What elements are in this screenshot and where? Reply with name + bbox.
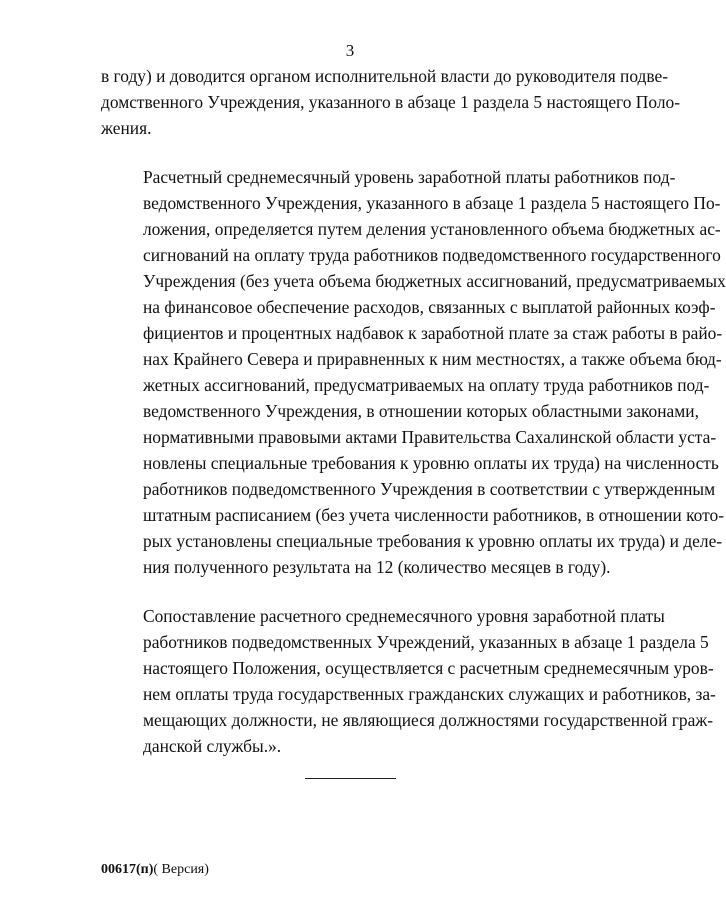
text-line: нем оплаты труда государственных гражданских служащих и работников, за- (143, 684, 716, 704)
text-line: фициентов и процентных надбавок к заработной плате за стаж работы в райо- (143, 323, 723, 343)
document-code: 00617(п) (101, 862, 154, 877)
text-line: домственного Учреждения, указанного в абзаце 1 раздела 5 настоящего Поло- (101, 92, 680, 112)
text-line: работников подведомственных Учреждений, указанных в абзаце 1 раздела 5 (143, 632, 709, 652)
paragraph-1 (101, 63, 680, 141)
text-line: Учреждения (без учета объема бюджетных ассигнований, предусматриваемых (143, 271, 726, 291)
text-line: жетных ассигнований, предусматриваемых на оплату труда работников под- (143, 375, 710, 395)
text-line: нах Крайнего Севера и приравненных к ним местностях, а также объема бюд- (143, 349, 722, 369)
text-line: штатным расписанием (без учета численности работников, в отношении кото- (143, 505, 724, 525)
text-line: нормативными правовыми актами Правительства Сахалинской области уста- (143, 427, 717, 447)
text-line: Расчетный среднемесячный уровень заработной платы работников под- (143, 167, 676, 187)
text-line: работников подведомственного Учреждения в соответствии с утвержденным (143, 479, 716, 499)
text-line: ложения, определяется путем деления установленного объема бюджетных ас- (143, 219, 721, 239)
text-line: сигнований на оплату труда работников подведомственного государственного (143, 245, 721, 265)
footer-version (101, 861, 209, 879)
page-number: 3 (345, 41, 355, 60)
text-line: настоящего Положения, осуществляется с расчетным среднемесячным уров- (143, 658, 714, 678)
paragraph-3 (101, 603, 716, 759)
text-line: Сопоставление расчетного среднемесячного уровня заработной платы (143, 606, 665, 626)
text-line: жения. (101, 118, 152, 138)
text-line: ведомственного Учреждения, указанного в абзаце 1 раздела 5 настоящего По- (143, 193, 721, 213)
text-line: новлены специальные требования к уровню оплаты их труда) на численность (143, 453, 719, 473)
text-line: на финансовое обеспечение расходов, связанных с выплатой районных коэф- (143, 297, 716, 317)
closing-divider (305, 778, 396, 779)
text-line: ния полученного результата на 12 (количество месяцев в году). (143, 557, 611, 577)
text-line: мещающих должности, не являющиеся должностями государственной граж- (143, 710, 714, 730)
text-line: данской службы.». (143, 736, 282, 756)
document-body (101, 63, 726, 782)
text-line: в году) и доводится органом исполнительной власти до руководителя подве- (101, 66, 669, 86)
text-line: рых установлены специальные требования к уровню оплаты их труда) и деле- (143, 531, 723, 551)
text-line: ведомственного Учреждения, в отношении которых областными законами, (143, 401, 699, 421)
version-label: ( Версия) (153, 862, 209, 877)
paragraph-2 (101, 164, 726, 580)
